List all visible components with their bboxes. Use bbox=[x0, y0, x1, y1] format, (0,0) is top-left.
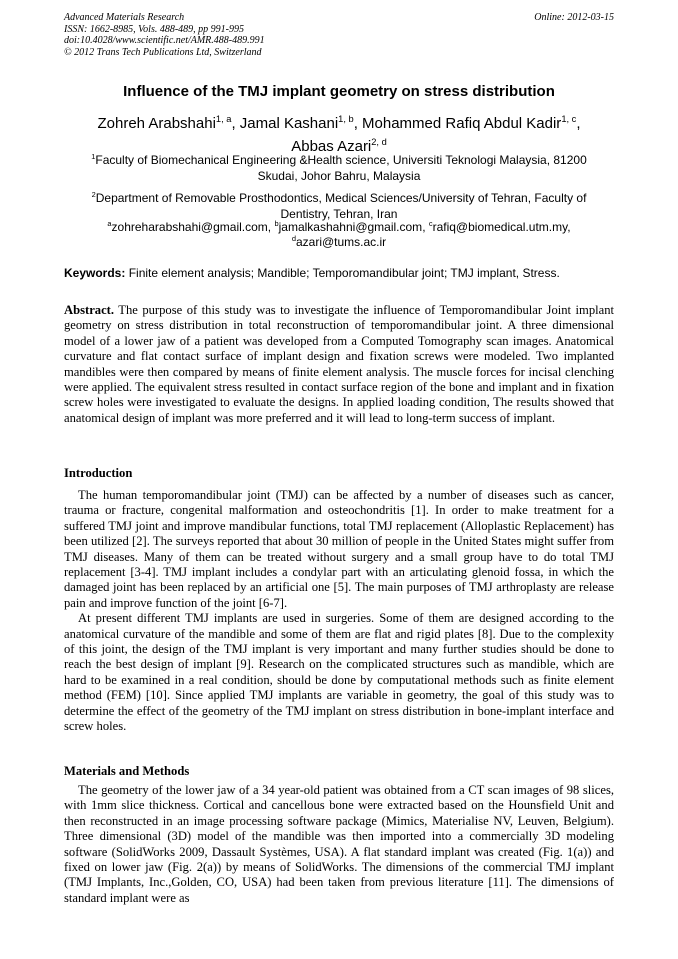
affiliation-text: Department of Removable Prosthodontics, Medical Sciences/University of Tehran, Faculty of Dentistry, Tehran, Iran bbox=[95, 191, 587, 221]
journal-header bbox=[64, 12, 265, 58]
author-name: Jamal Kashani bbox=[239, 115, 339, 132]
email-link[interactable]: jamalkashahni@gmail.com bbox=[278, 220, 423, 234]
keywords bbox=[64, 266, 614, 281]
author-name: Zohreh Arabshahi bbox=[97, 115, 216, 132]
paper-title: Influence of the TMJ implant geometry on stress distribution bbox=[123, 83, 555, 100]
introduction-body bbox=[64, 488, 614, 735]
paragraph: At present different TMJ implants are used in surgeries. Some of them are designed according to the anatomical curvature of the mandible and some of them are flat and rigid plates [8]. Due to the complexity of this joint, the design of the TMJ implant is very important and many further studies should be done to reach the best design of implant [9]. Research on the complicated structures such as mandible, which are hard to be examined in a real condition, should be done by computational methods such as finite element method (FEM) [10]. Since applied TMJ implants are variable in geometry, the goal of this study was to determine the effect of the geometry of the TMJ implant on stress distribution in bone-implant interface and screw holes. bbox=[64, 611, 614, 734]
email-link[interactable]: rafiq@biomedical.utm.my bbox=[432, 220, 568, 234]
keywords-label: Keywords: bbox=[64, 266, 126, 280]
abstract-label: Abstract. bbox=[64, 303, 115, 317]
doi-line[interactable]: doi:10.4028/www.scientific.net/AMR.488-489.991 bbox=[64, 35, 265, 46]
methods-heading: Materials and Methods bbox=[64, 764, 190, 778]
author-list: Zohreh Arabshahi$^{1, a}$, Jamal Kashani$^{1, b}$, Mohammed Rafiq Abdul Kadir$^{1, c}$, Abbas Azari$^{2, d}$ bbox=[97, 114, 581, 155]
journal-name: Advanced Materials Research bbox=[64, 12, 185, 23]
affiliation-2 bbox=[70, 190, 608, 222]
email-link[interactable]: zohreharabshahi@gmail.com bbox=[111, 220, 268, 234]
abstract bbox=[64, 303, 614, 426]
affiliation-1 bbox=[70, 152, 608, 184]
email-sup: c bbox=[428, 219, 433, 228]
author-name: Mohammed Rafiq Abdul Kadir bbox=[362, 115, 562, 132]
author-name: Abbas Azari bbox=[291, 138, 372, 155]
paragraph: The geometry of the lower jaw of a 34 year-old patient was obtained from a CT scan images of 98 slices, with 1mm slice thickness. Cortical and cancellous bone were extracted based on the Hounsfield Unit and then reconstructed in an image processing software package (Mimics, Materialise NV, Leuven, Belgium). Three dimensional (3D) model of the mandible was then imported into a commercially 3D modeling software (SolidWorks 2009, Dassault Systèmes, USA). A flat standard implant was created (Fig. 1(a)) and fixed on lower jaw (Fig. 2(a)) by means of SolidWorks. The dimensions of the commercial TMJ implant (TMJ Implants, Inc.,Golden, CO, USA) had been taken from previous literature [11]. The dimensions of standard implant were as bbox=[64, 783, 614, 905]
paragraph: The human temporomandibular joint (TMJ) can be affected by a number of diseases such as cancer, trauma or fracture, congenital malformation and osteochondritis [1]. In order to make treatment for a suffered TMJ joint and improve mandibular functions, total TMJ replacement (Alloplastic Replacement) has been utilized [2]. The surveys reported that about 30 million of people in the United States might suffer from TMJ diseases. Many of them can be treated without surgery and a small group have to do total TMJ replacement [3-4]. TMJ implant includes a condylar part with an articulating glenoid fossa, in which the damaged joint has been replaced by an artificial one [5]. The main purposes of TMJ arthroplasty are release pain and improve function of the joint [6-7]. bbox=[64, 488, 614, 610]
email-sup: b bbox=[274, 219, 279, 228]
introduction-heading: Introduction bbox=[64, 466, 133, 480]
author-sup: 1, b bbox=[338, 114, 354, 124]
email-link[interactable]: azari@tums.ac.ir bbox=[295, 235, 387, 249]
abstract-text: The purpose of this study was to investigate the influence of Temporomandibular Joint implant geometry on stress distribution in total reconstruction of temporomandibular joint. A three dimensional model of a lower jaw of a patient was developed from a Computed Tomography scan images. Anatomical curvature and flat contact surface of implant design and fixation screws were modeled. Two implanted mandibles were then compared by means of finite element analysis. The muscle forces for incisal clenching were applied. The equivalent stress resulted in contact surface region of the bone and implant and in fixation screw holes were investigated to evaluate the designs. In applied loading condition, The results showed that anatomical design of implant was more preferred and it will lead to long-term success of implant. bbox=[64, 303, 615, 425]
keywords-text: Finite element analysis; Mandible; Temporomandibular joint; TMJ implant, Stress. bbox=[128, 266, 560, 280]
issn-line: ISSN: 1662-8985, Vols. 488-489, pp 991-995 bbox=[64, 23, 244, 35]
copyright-line: © 2012 Trans Tech Publications Ltd, Switzerland bbox=[64, 46, 262, 58]
methods-body bbox=[64, 783, 614, 906]
author-sup: 2, d bbox=[371, 137, 387, 147]
affiliation-text: Faculty of Biomechanical Engineering &Health science, Universiti Teknologi Malaysia, 81200 Skudai, Johor Bahru, Malaysia bbox=[95, 153, 587, 183]
author-sup: 1, c bbox=[561, 114, 577, 124]
online-date: Online: 2012-03-15 bbox=[534, 12, 614, 23]
affiliation-num: 2 bbox=[91, 190, 96, 199]
email-sup: d bbox=[291, 234, 296, 243]
affiliation-num: 1 bbox=[91, 152, 96, 161]
author-sup: 1, a bbox=[215, 114, 232, 124]
email-list: $^a$zohreharabshahi@gmail.com, $^b$jamalkashahni@gmail.com, $^c$rafiq@biomedical.utm.my, $^d$azari@tums.ac.ir bbox=[107, 219, 571, 249]
email-sup: a bbox=[107, 219, 112, 228]
